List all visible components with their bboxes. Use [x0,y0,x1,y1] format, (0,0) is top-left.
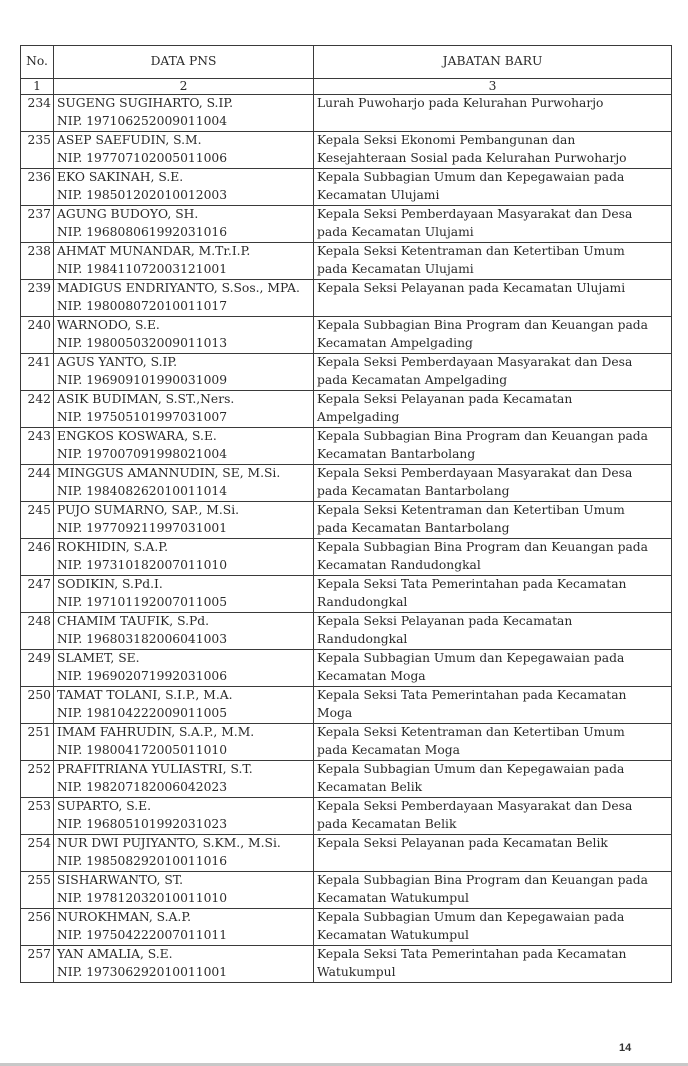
employee-nip: NIP. 198411072003121001 [57,261,228,276]
table-row [21,835,672,872]
column-number-row [21,79,672,95]
jabatan-line-1: Kepala Subbagian Bina Program dan Keuangan pada [317,318,649,332]
table-row [21,650,672,687]
table-row [21,761,672,798]
header-no: No. [21,46,54,79]
employee-name: TAMAT TOLANI, S.I.P., M.A. [57,688,233,702]
employee-name: YAN AMALIA, S.E. [57,947,173,961]
employee-name: SISHARWANTO, ST. [57,873,184,887]
employee-name: PUJO SUMARNO, SAP., M.Si. [57,503,240,517]
jabatan-line-2: Kecamatan Belik [317,779,423,794]
employee-nip: NIP. 197007091998021004 [57,446,228,461]
jabatan-baru-cell [314,95,672,132]
employee-name: PRAFITRIANA YULIASTRI, S.T. [57,762,253,776]
row-number: 254 [21,835,54,872]
employee-name: MINGGUS AMANNUDIN, SE, M.Si. [57,466,281,480]
table-row [21,872,672,909]
jabatan-baru-cell [314,613,672,650]
jabatan-line-1: Kepala Seksi Pelayanan pada Kecamatan [317,392,573,406]
pns-table [20,45,672,983]
employee-name: NUROKHMAN, S.A.P. [57,910,192,924]
jabatan-line-2: pada Kecamatan Moga [317,742,460,757]
data-pns-cell [54,687,314,724]
jabatan-baru-cell [314,243,672,280]
jabatan-baru-cell [314,576,672,613]
data-pns-cell [54,946,314,983]
row-number: 237 [21,206,54,243]
data-pns-cell [54,835,314,872]
employee-nip: NIP. 196909101990031009 [57,372,228,387]
employee-nip: NIP. 197709211997031001 [57,520,228,535]
data-pns-cell [54,724,314,761]
table-row [21,132,672,169]
jabatan-line-1: Kepala Seksi Pelayanan pada Kecamatan Ulujami [317,281,626,295]
jabatan-line-2: Kecamatan Watukumpul [317,927,469,942]
employee-name: SODIKIN, S.Pd.I. [57,577,163,591]
employee-nip: NIP. 198104222009011005 [57,705,228,720]
jabatan-baru-cell [314,724,672,761]
employee-nip: NIP. 198508292010011016 [57,853,228,868]
table-row [21,95,672,132]
employee-name: CHAMIM TAUFIK, S.Pd. [57,614,210,628]
data-pns-cell [54,206,314,243]
data-pns-cell [54,613,314,650]
jabatan-baru-cell [314,132,672,169]
jabatan-line-1: Kepala Subbagian Bina Program dan Keuangan pada [317,873,649,887]
jabatan-line-2: Kecamatan Ampelgading [317,335,473,350]
employee-name: ASIK BUDIMAN, S.ST.,Ners. [57,392,235,406]
table-row [21,428,672,465]
jabatan-baru-cell [314,687,672,724]
jabatan-baru-cell [314,835,672,872]
employee-nip: NIP. 197310182007011010 [57,557,228,572]
row-number: 243 [21,428,54,465]
jabatan-line-1: Kepala Seksi Tata Pemerintahan pada Kecamatan [317,577,627,591]
table-row [21,502,672,539]
jabatan-line-1: Kepala Subbagian Umum dan Kepegawaian pada [317,910,625,924]
row-number: 236 [21,169,54,206]
jabatan-line-2: Kecamatan Ulujami [317,187,440,202]
jabatan-line-1: Kepala Subbagian Umum dan Kepegawaian pada [317,762,625,776]
table-row [21,687,672,724]
jabatan-baru-cell [314,465,672,502]
row-number: 257 [21,946,54,983]
table-row [21,576,672,613]
employee-nip: NIP. 197306292010011001 [57,964,228,979]
data-pns-cell [54,798,314,835]
employee-nip: NIP. 198408262010011014 [57,483,228,498]
row-number: 240 [21,317,54,354]
table-row [21,354,672,391]
data-pns-cell [54,465,314,502]
employee-name: AGUNG BUDOYO, SH. [57,207,199,221]
jabatan-line-1: Kepala Seksi Tata Pemerintahan pada Kecamatan [317,947,627,961]
data-pns-cell [54,872,314,909]
employee-nip: NIP. 196805101992031023 [57,816,228,831]
jabatan-line-1: Kepala Seksi Pemberdayaan Masyarakat dan Desa [317,799,633,813]
employee-name: SLAMET, SE. [57,651,140,665]
employee-name: ASEP SAEFUDIN, S.M. [57,133,202,147]
employee-name: SUGENG SUGIHARTO, S.IP. [57,96,234,110]
jabatan-baru-cell [314,206,672,243]
jabatan-line-1: Kepala Seksi Pelayanan pada Kecamatan [317,614,573,628]
jabatan-baru-cell [314,428,672,465]
jabatan-baru-cell [314,502,672,539]
data-pns-cell [54,95,314,132]
row-number: 250 [21,687,54,724]
jabatan-line-2: Kecamatan Bantarbolang [317,446,476,461]
employee-nip: NIP. 196808061992031016 [57,224,228,239]
jabatan-line-2: Ampelgading [317,409,400,424]
jabatan-line-1: Kepala Subbagian Umum dan Kepegawaian pada [317,651,625,665]
employee-name: SUPARTO, S.E. [57,799,152,813]
employee-nip: NIP. 197707102005011006 [57,150,228,165]
jabatan-line-2: Kecamatan Randudongkal [317,557,481,572]
table-row [21,798,672,835]
employee-name: ROKHIDIN, S.A.P. [57,540,168,554]
jabatan-baru-cell [314,909,672,946]
jabatan-line-1: Kepala Subbagian Bina Program dan Keuangan pada [317,429,649,443]
jabatan-baru-cell [314,317,672,354]
jabatan-line-1: Kepala Seksi Ekonomi Pembangunan dan [317,133,576,147]
jabatan-baru-cell [314,391,672,428]
jabatan-line-1: Kepala Seksi Pemberdayaan Masyarakat dan Desa [317,466,633,480]
employee-name: MADIGUS ENDRIYANTO, S.Sos., MPA. [57,281,300,295]
data-pns-cell [54,650,314,687]
employee-nip: NIP. 197101192007011005 [57,594,228,609]
data-pns-cell [54,761,314,798]
employee-name: WARNODO, S.E. [57,318,160,332]
data-pns-cell [54,169,314,206]
jabatan-line-1: Kepala Seksi Pelayanan pada Kecamatan Belik [317,836,608,850]
page-number: 14 [619,1042,632,1054]
jabatan-line-2: pada Kecamatan Ulujami [317,224,474,239]
jabatan-line-1: Kepala Subbagian Bina Program dan Keuangan pada [317,540,649,554]
jabatan-baru-cell [314,946,672,983]
jabatan-line-2: Kecamatan Watukumpul [317,890,469,905]
jabatan-baru-cell [314,169,672,206]
jabatan-baru-cell [314,798,672,835]
table-row [21,909,672,946]
jabatan-line-2: Kesejahteraan Sosial pada Kelurahan Purwoharjo [317,150,627,165]
data-pns-cell [54,132,314,169]
jabatan-line-2: Moga [317,705,353,720]
jabatan-line-2: pada Kecamatan Ulujami [317,261,474,276]
jabatan-line-2: Randudongkal [317,631,408,646]
employee-nip: NIP. 196803182006041003 [57,631,228,646]
row-number: 247 [21,576,54,613]
table-row [21,465,672,502]
jabatan-line-1: Kepala Seksi Pemberdayaan Masyarakat dan Desa [317,207,633,221]
header-jabatan-baru: JABATAN BARU [314,46,672,79]
column-number-1: 1 [21,79,54,95]
jabatan-baru-cell [314,650,672,687]
row-number: 251 [21,724,54,761]
column-number-2: 2 [54,79,314,95]
employee-nip: NIP. 197505101997031007 [57,409,228,424]
row-number: 255 [21,872,54,909]
employee-nip: NIP. 198004172005011010 [57,742,228,757]
data-pns-cell [54,280,314,317]
jabatan-line-2: pada Kecamatan Belik [317,816,457,831]
employee-nip: NIP. 197812032010011010 [57,890,228,905]
table-row [21,317,672,354]
employee-nip: NIP. 197106252009011004 [57,113,228,128]
row-number: 238 [21,243,54,280]
table-row [21,539,672,576]
jabatan-line-1: Lurah Puwoharjo pada Kelurahan Purwoharjo [317,96,604,110]
employee-nip: NIP. 198008072010011017 [57,298,228,313]
jabatan-line-2: pada Kecamatan Bantarbolang [317,520,510,535]
employee-name: AHMAT MUNANDAR, M.Tr.I.P. [57,244,251,258]
jabatan-line-1: Kepala Subbagian Umum dan Kepegawaian pada [317,170,625,184]
jabatan-baru-cell [314,354,672,391]
jabatan-line-1: Kepala Seksi Ketentraman dan Ketertiban Umum [317,503,625,517]
data-pns-cell [54,909,314,946]
row-number: 235 [21,132,54,169]
row-number: 239 [21,280,54,317]
employee-name: NUR DWI PUJIYANTO, S.KM., M.Si. [57,836,281,850]
employee-name: EKO SAKINAH, S.E. [57,170,184,184]
row-number: 256 [21,909,54,946]
jabatan-line-1: Kepala Seksi Ketentraman dan Ketertiban Umum [317,725,625,739]
jabatan-line-2: Watukumpul [317,964,396,979]
employee-nip: NIP. 198207182006042023 [57,779,228,794]
data-pns-cell [54,576,314,613]
row-number: 234 [21,95,54,132]
employee-name: ENGKOS KOSWARA, S.E. [57,429,217,443]
row-number: 249 [21,650,54,687]
row-number: 253 [21,798,54,835]
employee-name: IMAM FAHRUDIN, S.A.P., M.M. [57,725,255,739]
jabatan-baru-cell [314,761,672,798]
data-pns-cell [54,502,314,539]
jabatan-line-2: pada Kecamatan Bantarbolang [317,483,510,498]
table-row [21,946,672,983]
data-pns-cell [54,243,314,280]
employee-name: AGUS YANTO, S.IP. [57,355,178,369]
jabatan-baru-cell [314,872,672,909]
table-row [21,169,672,206]
row-number: 248 [21,613,54,650]
jabatan-baru-cell [314,539,672,576]
header-row [21,46,672,79]
row-number: 246 [21,539,54,576]
header-data-pns: DATA PNS [54,46,314,79]
table-row [21,724,672,761]
data-pns-cell [54,354,314,391]
employee-nip: NIP. 198005032009011013 [57,335,228,350]
row-number: 245 [21,502,54,539]
row-number: 242 [21,391,54,428]
column-number-3: 3 [314,79,672,95]
jabatan-line-1: Kepala Seksi Ketentraman dan Ketertiban Umum [317,244,625,258]
table-row [21,391,672,428]
table-row [21,613,672,650]
employee-nip: NIP. 197504222007011011 [57,927,228,942]
jabatan-line-1: Kepala Seksi Tata Pemerintahan pada Kecamatan [317,688,627,702]
row-number: 252 [21,761,54,798]
jabatan-line-2: Kecamatan Moga [317,668,426,683]
data-pns-cell [54,317,314,354]
jabatan-line-2: Randudongkal [317,594,408,609]
row-number: 244 [21,465,54,502]
jabatan-line-1: Kepala Seksi Pemberdayaan Masyarakat dan Desa [317,355,633,369]
employee-nip: NIP. 196902071992031006 [57,668,228,683]
jabatan-line-2: pada Kecamatan Ampelgading [317,372,508,387]
table-row [21,243,672,280]
data-pns-cell [54,428,314,465]
data-pns-cell [54,391,314,428]
row-number: 241 [21,354,54,391]
employee-nip: NIP. 198501202010012003 [57,187,228,202]
data-pns-cell [54,539,314,576]
table-row [21,206,672,243]
table-row [21,280,672,317]
jabatan-baru-cell [314,280,672,317]
